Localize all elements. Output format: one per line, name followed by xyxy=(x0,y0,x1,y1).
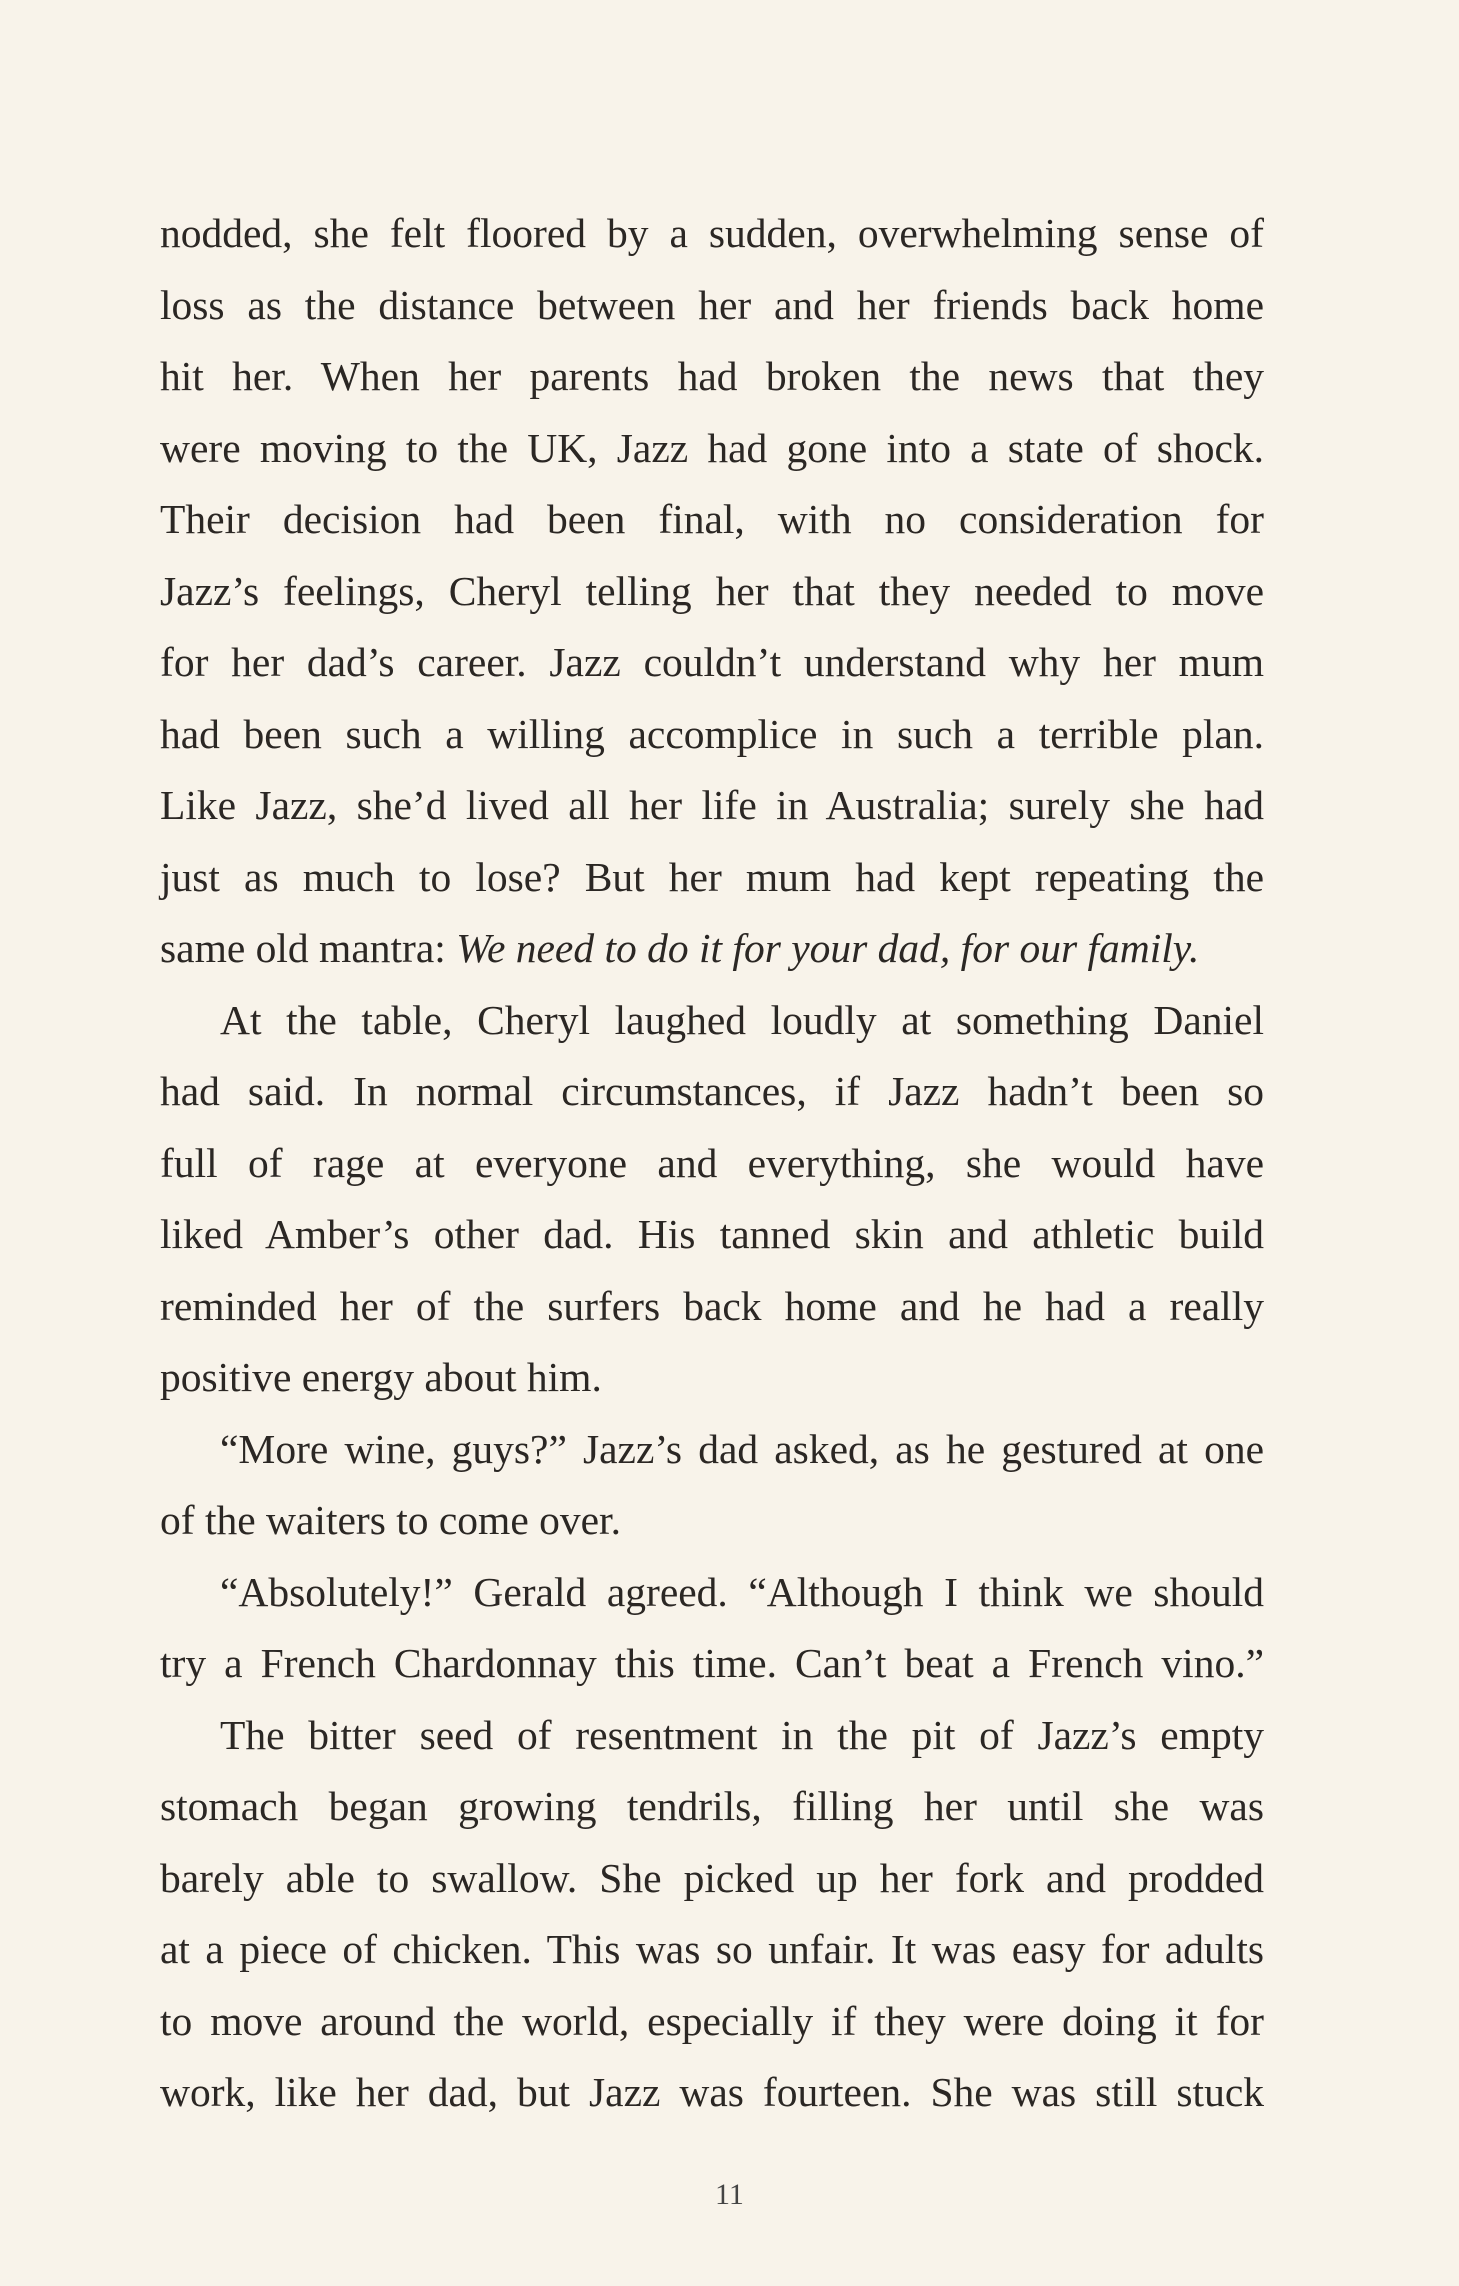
text-line: Like Jazz, she’d lived all her life in Australia; surely she had xyxy=(160,782,1264,828)
text-line: had said. In normal circumstances, if Jazz hadn’t been so xyxy=(160,1068,1264,1114)
text-line: “More wine, guys?” Jazz’s dad asked, as he gestured at one xyxy=(220,1425,1264,1472)
text-line: Their decision had been final, with no consideration for xyxy=(160,496,1264,542)
text-line: At the table, Cheryl laughed loudly at something Daniel xyxy=(220,996,1264,1043)
text-line: loss as the distance between her and her friends back home xyxy=(160,281,1264,328)
text-line: for her dad’s career. Jazz couldn’t understand why her mum xyxy=(160,639,1264,685)
text-line: at a piece of chicken. This was so unfair. It was easy for adults xyxy=(160,1926,1264,1972)
text-line: barely able to swallow. She picked up her fork and prodded xyxy=(160,1854,1264,1901)
body-text xyxy=(160,198,1264,2129)
italic-mantra: We need to do it for your dad, for our family. xyxy=(456,925,1200,971)
text-line: full of rage at everyone and everything, she would have xyxy=(160,1139,1264,1186)
text-line: “Absolutely!” Gerald agreed. “Although I think we should xyxy=(220,1568,1264,1615)
text-line: of the waiters to come over. xyxy=(160,1497,621,1543)
text-line: positive energy about him. xyxy=(160,1354,602,1400)
text-line: hit her. When her parents had broken the news that they xyxy=(160,353,1264,399)
text-line: reminded her of the surfers back home and he had a really xyxy=(160,1282,1264,1329)
text-segment: same old mantra: xyxy=(160,925,457,971)
text-line: to move around the world, especially if they were doing it for xyxy=(160,1997,1264,2044)
text-line: just as much to lose? But her mum had kept repeating the xyxy=(160,853,1264,900)
text-line: try a French Chardonnay this time. Can’t beat a French vino.” xyxy=(160,1640,1264,1686)
text-line-with-italic xyxy=(160,913,1264,985)
text-line: had been such a willing accomplice in such a terrible plan. xyxy=(160,710,1264,757)
text-line: Jazz’s feelings, Cheryl telling her that they needed to move xyxy=(160,567,1264,614)
text-line: liked Amber’s other dad. His tanned skin and athletic build xyxy=(160,1211,1264,1257)
text-line: nodded, she felt floored by a sudden, overwhelming sense of xyxy=(160,210,1264,256)
text-line: The bitter seed of resentment in the pit of Jazz’s empty xyxy=(220,1711,1264,1758)
text-line: work, like her dad, but Jazz was fourteen. She was still stuck xyxy=(160,2069,1264,2115)
page-number: 11 xyxy=(715,2178,744,2211)
text-line: stomach began growing tendrils, filling her until she was xyxy=(160,1783,1264,1829)
text-line: were moving to the UK, Jazz had gone into a state of shock. xyxy=(160,424,1264,471)
